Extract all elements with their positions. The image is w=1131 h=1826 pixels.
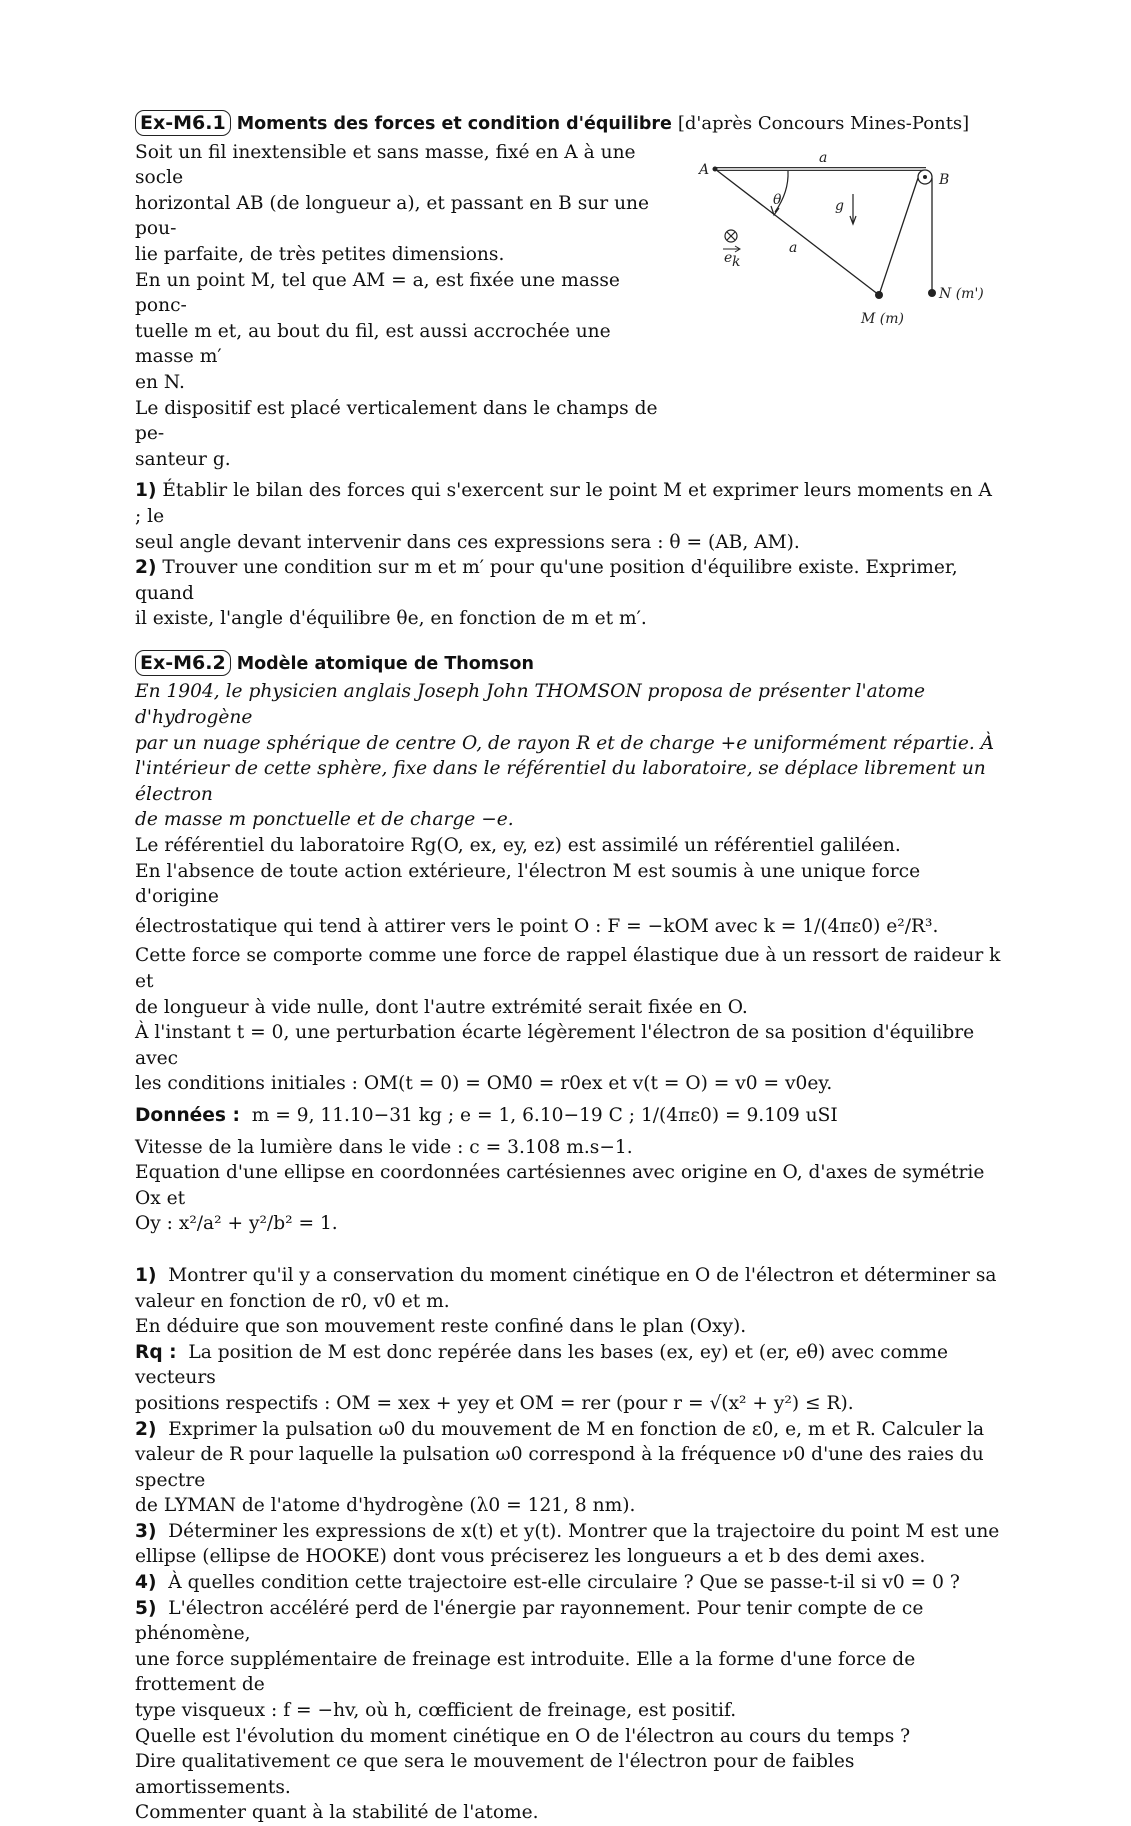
label-m: M (m) <box>861 310 904 327</box>
ex1-q2: 2) Trouver une condition sur m et m′ pour qu'une position d'équilibre existe. Exprimer, quand <box>135 557 958 604</box>
ex2-title: Modèle atomique de Thomson <box>236 653 534 674</box>
ex1-label: Ex-M6.1 <box>135 110 231 136</box>
ex2-q4: 4) À quelles condition cette trajectoire est-elle circulaire ? Que se passe-t-il si v0 = 0 ? <box>135 1572 960 1594</box>
label-a-diag: a <box>789 239 798 256</box>
ex2-q5-cont: type visqueux : f = −hv, où h, cœfficient de freinage, est positif. <box>135 1700 737 1722</box>
ex2-ellipse: Equation d'une ellipse en coordonnées cartésiennes avec origine en O, d'axes de symétrie Ox et <box>135 1162 985 1209</box>
ex2-data: Données : m = 9, 11.10−31 kg ; e = 1, 6.10−19 C ; 1/(4πε0) = 9.109 uSI <box>135 1104 838 1126</box>
label-theta: θ <box>773 191 782 208</box>
ex1-intro-line: lie parfaite, de très petites dimensions. <box>135 243 505 265</box>
ex2-force-eq: électrostatique qui tend à attirer vers le point O : F = −kOM avec k = 1/(4πε0) e²/R³. <box>135 915 939 937</box>
ex2-q5-cont: une force supplémentaire de freinage est introduite. Elle a la forme d'une force de frottement de <box>135 1648 916 1696</box>
ex1-intro-line: santeur g. <box>135 448 231 470</box>
label-n: N (m') <box>939 285 984 302</box>
ex2-intro-line: par un nuage sphérique de centre O, de rayon R et de charge +e uniformément répartie. À <box>135 732 995 754</box>
ex2-q2-cont: valeur de R pour laquelle la pulsation ω0 correspond à la fréquence ν0 d'une des raies du spectre <box>135 1444 984 1491</box>
ex2-q3: 3) Déterminer les expressions de x(t) et y(t). Montrer que la trajectoire du point M est une <box>135 1520 1000 1542</box>
ex1-intro-line: horizontal AB (de longueur a), et passant en B sur une pou- <box>135 192 650 240</box>
ex2-intro-line: de masse m ponctuelle et de charge −e. <box>135 809 514 831</box>
ex2-intro-line: En 1904, le physicien anglais Joseph John THOMSON proposa de présenter l'atome d'hydrogène <box>135 681 925 729</box>
ex2-q5: 5) L'électron accéléré perd de l'énergie par rayonnement. Pour tenir compte de ce phénomène, <box>135 1597 924 1645</box>
ex1-source: [d'après Concours Mines-Ponts] <box>677 113 970 134</box>
ex1-q1-cont: seul angle devant intervenir dans ces expressions sera : θ = (AB, AM). <box>135 531 800 553</box>
ex2-force: En l'absence de toute action extérieure, l'électron M est soumis à une unique force d'origine <box>135 860 921 908</box>
ex2-q2-cont: de LYMAN de l'atome d'hydrogène (λ0 = 121, 8 nm). <box>135 1495 636 1517</box>
ex2-ref: Le référentiel du laboratoire Rg(O, ex, ey, ez) est assimilé un référentiel galiléen. <box>135 835 901 857</box>
ex2-q5-cont: Commenter quant à la stabilité de l'atome. <box>135 1802 539 1824</box>
ex2-light: Vitesse de la lumière dans le vide : c = 3.108 m.s−1. <box>135 1136 633 1158</box>
label-ek-sub: k <box>732 253 741 270</box>
ex2-spring: de longueur à vide nulle, dont l'autre extrémité serait fixée en O. <box>135 996 748 1018</box>
pendulum-figure <box>671 140 1001 330</box>
ex2-q1-cont: valeur en fonction de r0, v0 et m. <box>135 1290 450 1312</box>
ex2-intro-line: l'intérieur de cette sphère, fixe dans le référentiel du laboratoire, se déplace librement un électron <box>135 758 986 805</box>
ex1-intro-line: tuelle m et, au bout du fil, est aussi accrochée une masse m′ <box>135 320 611 368</box>
label-a-top: a <box>819 149 828 166</box>
ex2-header <box>135 650 1001 678</box>
ex1-q1: 1) Établir le bilan des forces qui s'exercent sur le point M et exprimer leurs moments en A ; le <box>135 480 992 527</box>
ex1-title: Moments des forces et condition d'équilibre <box>236 114 672 134</box>
ex1-intro <box>135 140 671 473</box>
document-page <box>135 110 1001 1826</box>
ex1-intro-line: En un point M, tel que AM = a, est fixée une masse ponc- <box>135 269 620 317</box>
ex1-intro-line: Le dispositif est placé verticalement dans le champs de pe- <box>135 397 658 445</box>
ex2-q1: 1) Montrer qu'il y a conservation du moment cinétique en O de l'électron et déterminer sa <box>135 1264 997 1286</box>
label-ek: e <box>724 249 733 266</box>
ex2-q2: 2) Exprimer la pulsation ω0 du mouvement de M en fonction de ε0, e, m et R. Calculer la <box>135 1418 985 1440</box>
ex1-intro-line: en N. <box>135 371 185 393</box>
ex2-q3-cont: ellipse (ellipse de HOOKE) dont vous préciserez les longueurs a et b des demi axes. <box>135 1546 926 1568</box>
ex1-q2-cont: il existe, l'angle d'équilibre θe, en fonction de m et m′. <box>135 608 647 630</box>
string-am <box>715 169 879 295</box>
mass-m <box>875 291 883 299</box>
ex1-intro-line: Soit un fil inextensible et sans masse, fixé en A à une socle <box>135 141 636 189</box>
ex2-spring: Cette force se comporte comme une force de rappel élastique due à un ressort de raideur k et <box>135 945 1001 992</box>
label-b: B <box>939 171 950 188</box>
ex2-q5-cont: Dire qualitativement ce que sera le mouvement de l'électron pour de faibles amortissements. <box>135 1751 855 1798</box>
ex1-body <box>135 140 1001 473</box>
label-a: A <box>699 161 710 178</box>
ex2-ellipse-eq: Oy : x²/a² + y²/b² = 1. <box>135 1213 338 1235</box>
string-mb <box>879 178 918 295</box>
ex2-q1-cont: En déduire que son mouvement reste confiné dans le plan (Oxy). <box>135 1316 747 1338</box>
ex2-q5-cont: Quelle est l'évolution du moment cinétique en O de l'électron au cours du temps ? <box>135 1725 911 1747</box>
ex2-rq: Rq : La position de M est donc repérée dans les bases (ex, ey) et (er, eθ) avec comme vecteurs <box>135 1341 949 1389</box>
label-g: g <box>835 197 844 214</box>
mass-n <box>928 289 936 297</box>
ex2-label: Ex-M6.2 <box>135 650 231 676</box>
ex2-init: les conditions initiales : OM(t = 0) = OM0 = r0ex et v(t = O) = v0 = v0ey. <box>135 1073 833 1095</box>
ex2-init: À l'instant t = 0, une perturbation écarte légèrement l'électron de sa position d'équilibre avec <box>135 1022 975 1069</box>
ex2-rq-cont: positions respectifs : OM = xex + yey et OM = rer (pour r = √(x² + y²) ≤ R). <box>135 1392 854 1414</box>
ex1-header <box>135 110 1001 138</box>
pendulum-diagram <box>671 140 1001 340</box>
